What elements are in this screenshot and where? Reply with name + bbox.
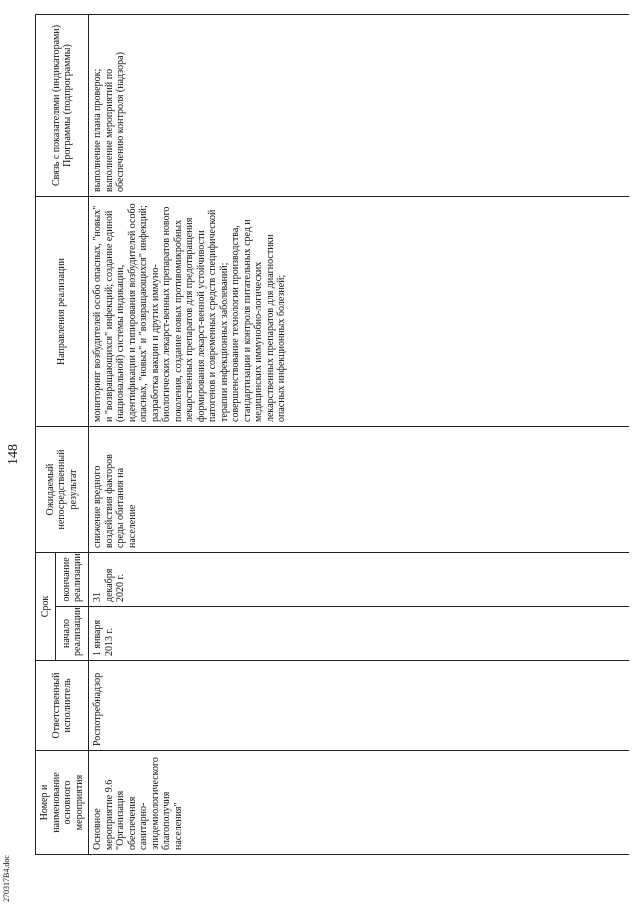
header-executor: Ответственный исполнитель: [36, 661, 89, 751]
header-end: окончание реализации: [56, 553, 89, 607]
cell-result: снижение вредного воздействия факторов среды обитания на население: [89, 427, 629, 553]
header-directions: Направления реализации: [36, 197, 89, 427]
cell-measure: Основное мероприятие 9.6 "Организация обеспечения санитарно-эпидемиологического благополучия населения": [89, 751, 629, 855]
header-term: Срок: [36, 553, 56, 661]
header-start: начало реализации: [56, 607, 89, 661]
page-number: 148: [6, 444, 21, 465]
header-result: Ожидаемый непосредственный результат: [36, 427, 89, 553]
header-indicators: Связь с показателями (индикаторами) Программы (подпрограммы): [36, 15, 89, 197]
cell-executor: Роспотребнадзор: [89, 661, 629, 751]
document-code: 270317В4.doc: [2, 855, 11, 902]
measures-table: [35, 14, 629, 855]
cell-end: 31 декабря 2020 г.: [89, 553, 629, 607]
header-measure: Номер и наименование основного мероприятия: [36, 751, 89, 855]
cell-indicators: выполнение плана проверок; выполнение мероприятий по обеспечению контроля (надзора): [89, 15, 629, 197]
table-row: [89, 15, 629, 855]
cell-start: 1 января 2013 г.: [89, 607, 629, 661]
cell-directions: мониторинг возбудителей особо опасных, "новых" и "возвращающихся" инфекций; создание единой (национальной) системы индикации, идентификации и типирования возбудителей особо опасных, "новых" и "возвращающихся" инфекций; разработка вакцин и других иммуно-биологических лекарст-венных препаратов нового поколения, создание новых противомикробных лекарственных препаратов для предотвращения формирования лекарст-венной устойчивости патогенов и современных средств специфической терапии инфекционных заболеваний; совершенствование технологии производства, стандартизации и контроля питательных сред и медицинских иммунобио-логических лекарственных препаратов для диагностики опасных инфекционных болезней;: [89, 197, 629, 427]
